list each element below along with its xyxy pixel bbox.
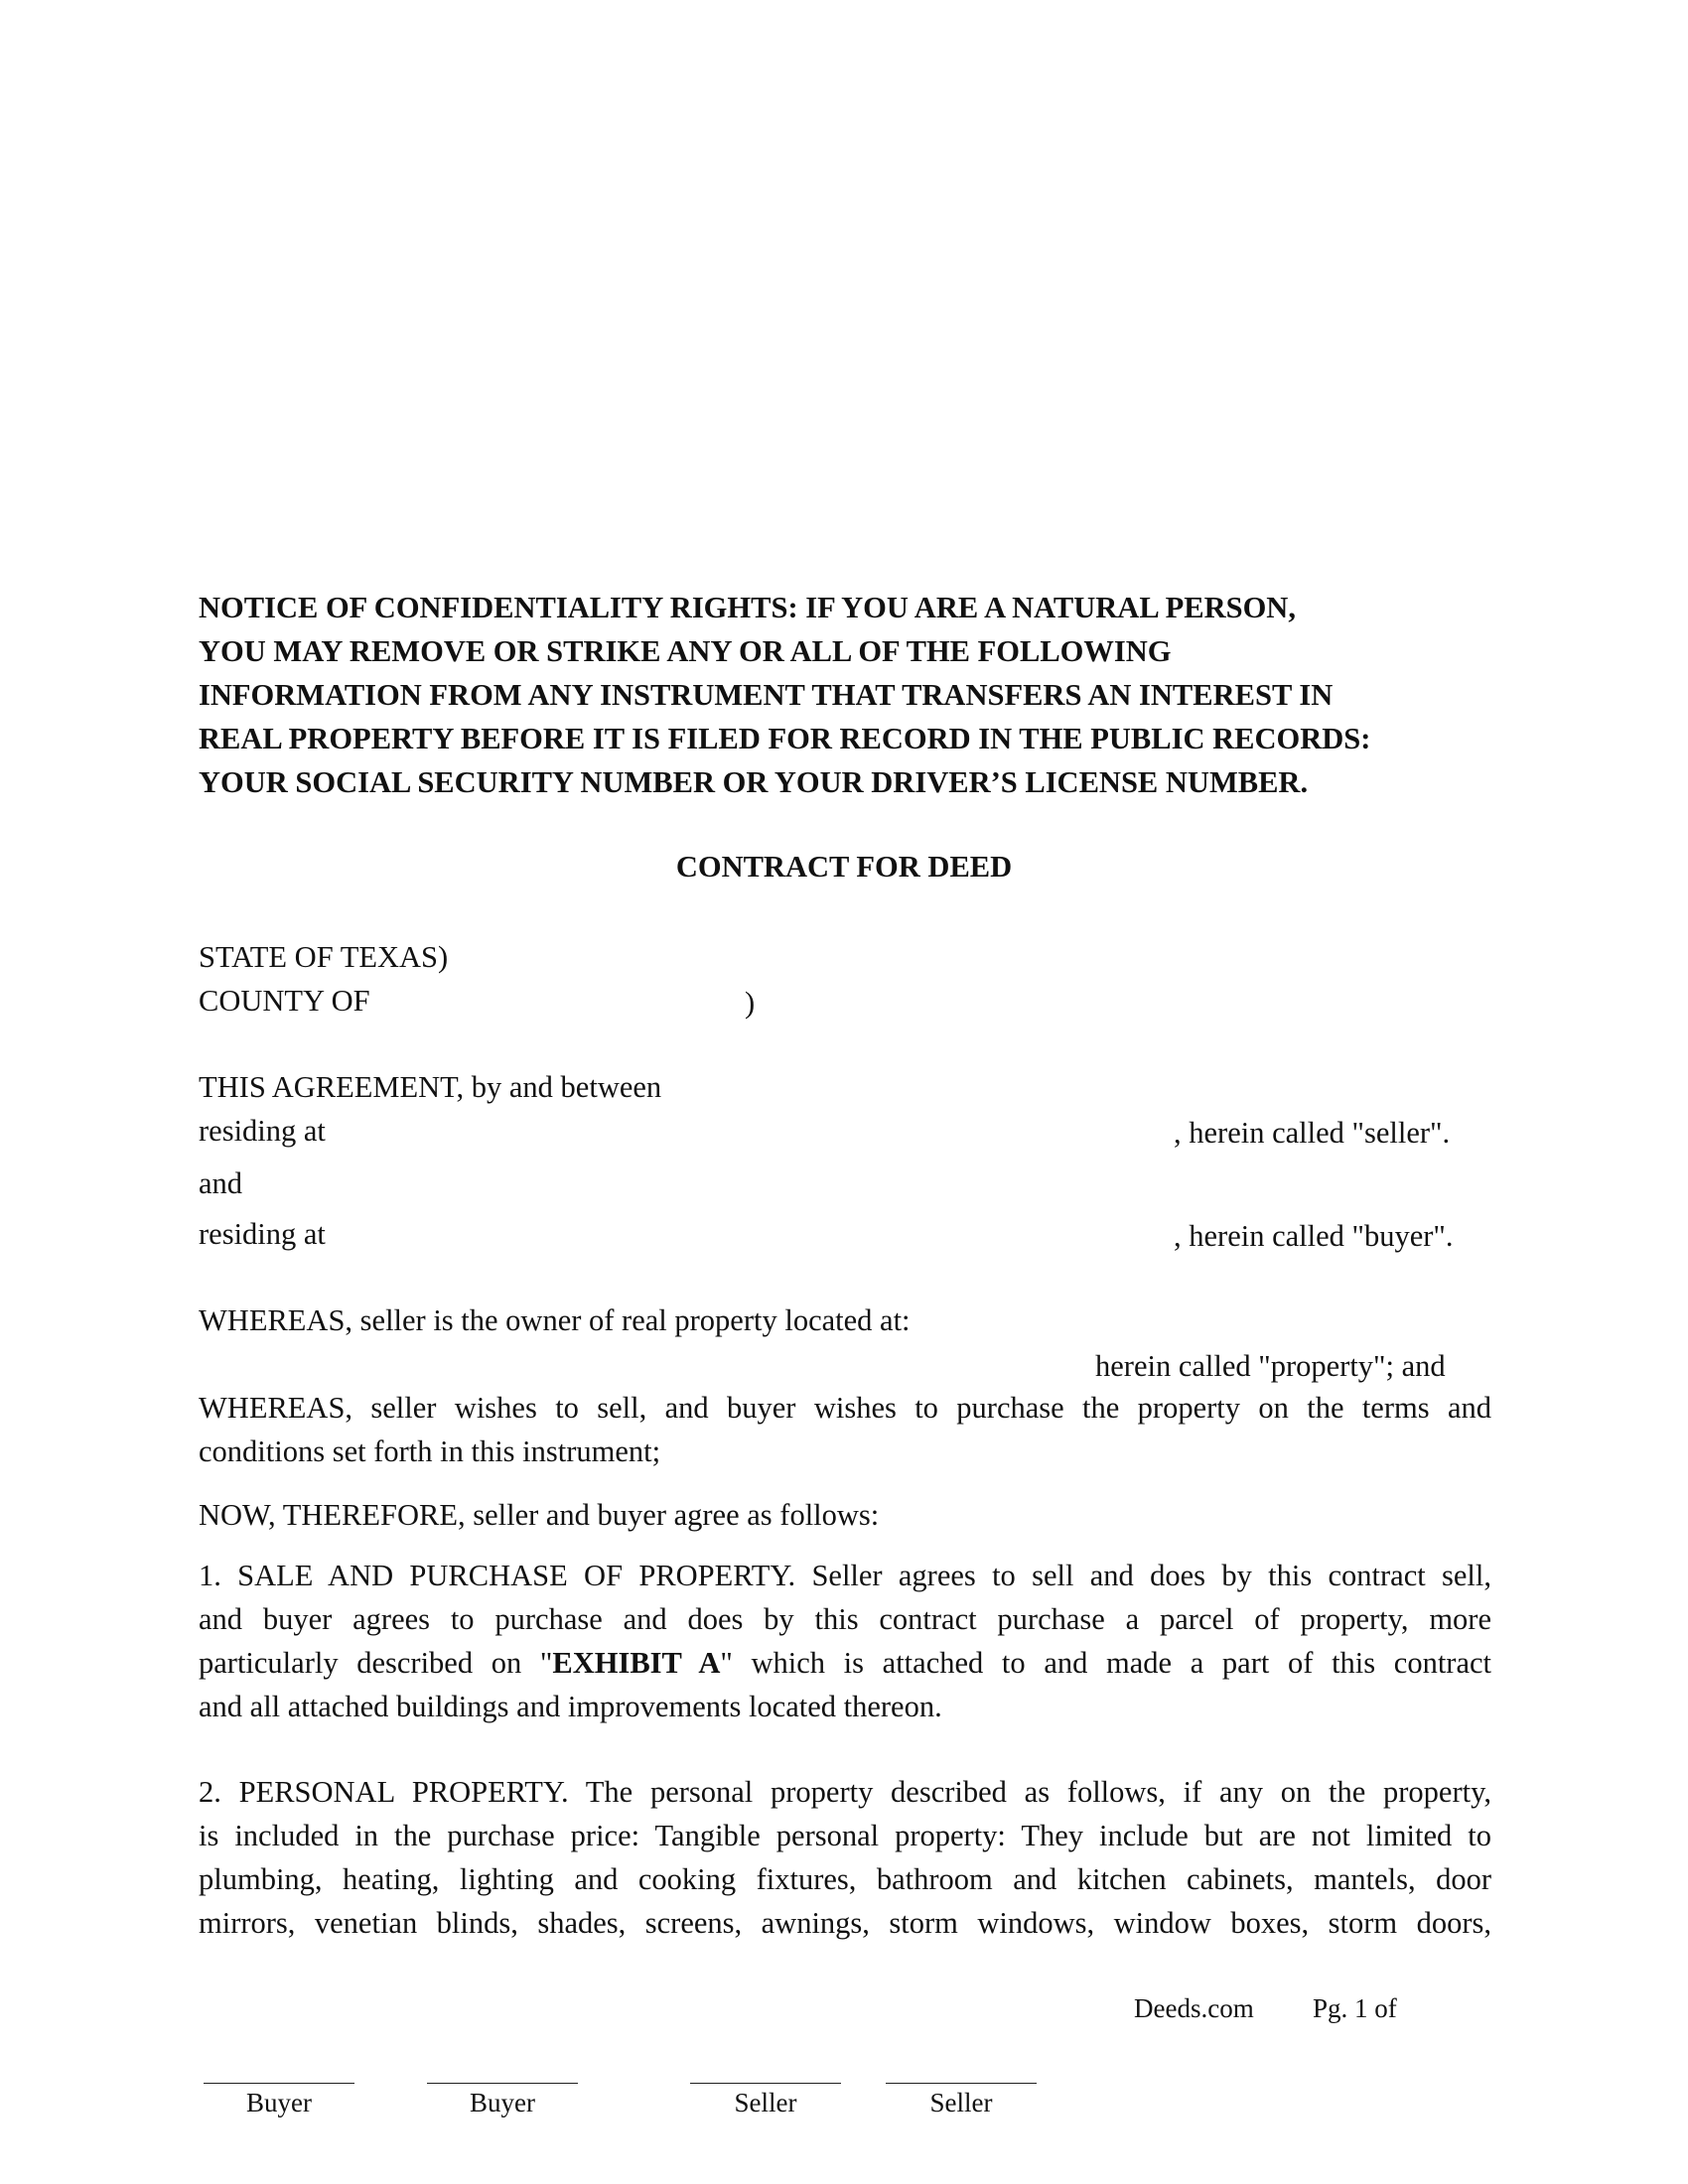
confidentiality-notice [199,586,1489,804]
section1-line3-pre: particularly described on " [199,1646,553,1680]
section2-line: plumbing, heating, lighting and cooking fixtures, bathroom and kitchen cabinets, mantels, door [199,1862,1491,1896]
buyer-residing-label: residing at [199,1217,326,1251]
section2-line: mirrors, venetian blinds, shades, screens, awnings, storm windows, window boxes, storm doors, [199,1906,1491,1940]
agreement-intro: THIS AGREEMENT, by and between [199,1070,662,1104]
seller-called: , herein called "seller". [1174,1116,1451,1150]
section1-line: 1. SALE AND PURCHASE OF PROPERTY. Seller agrees to sell and does by this contract sell, [199,1559,1491,1592]
and-label: and [199,1166,243,1200]
notice-line: NOTICE OF CONFIDENTIALITY RIGHTS: IF YOU ARE A NATURAL PERSON, [199,591,1296,624]
section1-line: and all attached buildings and improvements located thereon. [199,1690,942,1723]
section1-line: and buyer agrees to purchase and does by this contract purchase a parcel of property, more [199,1602,1491,1636]
exhibit-a-reference: EXHIBIT A [552,1646,721,1680]
venue-county-paren: ) [745,986,756,1020]
now-therefore: NOW, THEREFORE, seller and buyer agree as follows: [199,1498,880,1532]
footer-page-number: Pg. 1 of [1313,1993,1397,2023]
notice-line: YOU MAY REMOVE OR STRIKE ANY OR ALL OF THE FOLLOWING [199,634,1172,668]
venue-county-label: COUNTY OF [199,984,370,1018]
notice-line: REAL PROPERTY BEFORE IT IS FILED FOR RECORD IN THE PUBLIC RECORDS: [199,722,1371,755]
section1-line3-post: " which is attached to and made a part of this contract [720,1646,1492,1680]
section-sale-purchase [199,1554,1491,1728]
whereas-sell [199,1386,1491,1473]
seller-residing-label: residing at [199,1114,326,1148]
signature-buyer-1: Buyer [204,2083,354,2118]
venue-state: STATE OF TEXAS) [199,940,449,974]
signature-seller-1: Seller [690,2083,841,2118]
notice-line: YOUR SOCIAL SECURITY NUMBER OR YOUR DRIVER’S LICENSE NUMBER. [199,765,1309,799]
section2-line: is included in the purchase price: Tangible personal property: They include but are not limited to [199,1819,1491,1852]
whereas-sell-line: conditions set forth in this instrument; [199,1434,661,1468]
notice-line: INFORMATION FROM ANY INSTRUMENT THAT TRANSFERS AN INTEREST IN [199,678,1334,712]
document-title: CONTRACT FOR DEED [675,850,1013,884]
whereas-sell-line: WHEREAS, seller wishes to sell, and buyer wishes to purchase the property on the terms and [199,1391,1491,1425]
section2-line: 2. PERSONAL PROPERTY. The personal property described as follows, if any on the property, [199,1775,1491,1809]
buyer-called: , herein called "buyer". [1174,1219,1454,1253]
footer-site: Deeds.com [1134,1993,1254,2023]
signature-buyer-2: Buyer [427,2083,578,2118]
property-called: herein called "property"; and [1095,1349,1446,1383]
section-personal-property [199,1770,1491,1945]
signature-seller-2: Seller [886,2083,1037,2118]
whereas-owner: WHEREAS, seller is the owner of real property located at: [199,1303,911,1337]
section1-line3 [199,1641,1491,1685]
